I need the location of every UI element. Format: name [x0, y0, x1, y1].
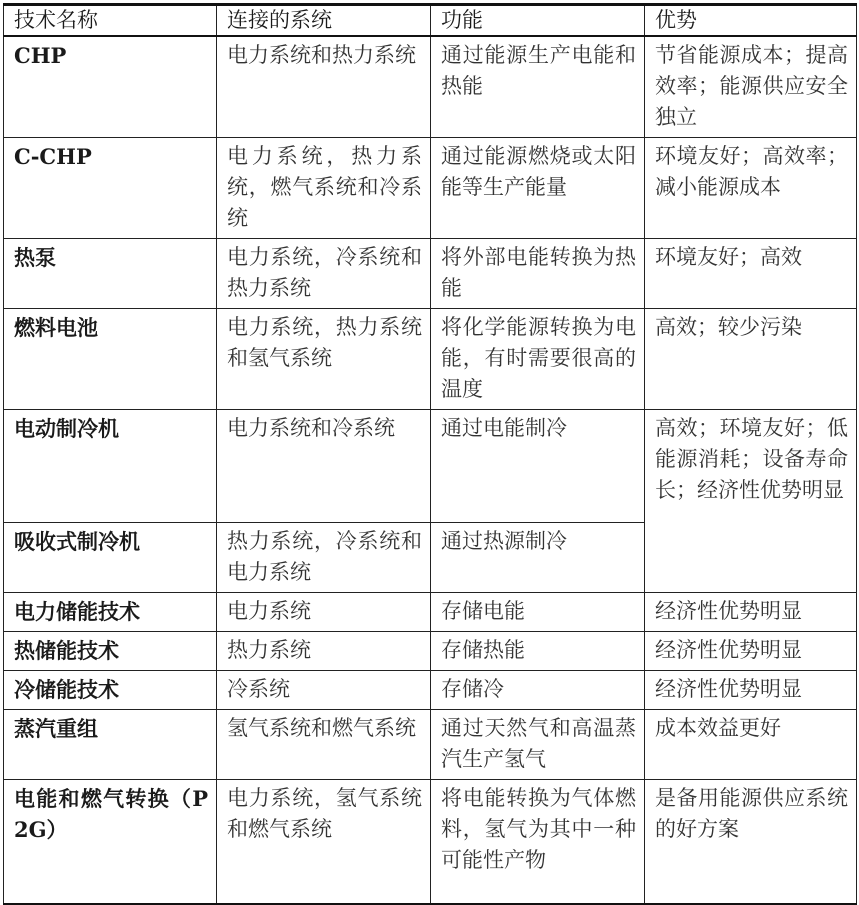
table-header — [4, 5, 857, 37]
cell-tech-name: 热泵 — [4, 239, 217, 309]
table-row — [4, 593, 857, 632]
cell-system: 电力系统 — [217, 593, 431, 632]
cell-tech-name: 冷储能技术 — [4, 671, 217, 710]
table-row — [4, 710, 857, 780]
cell-system: 热力系统，冷系统和电力系统 — [217, 523, 431, 593]
cell-function: 将电能转换为气体燃料，氢气为其中一种可能性产物 — [431, 780, 645, 904]
table-row — [4, 632, 857, 671]
cell-advantage: 节省能源成本；提高效率；能源供应安全独立 — [645, 36, 857, 138]
cell-advantage: 环境友好；高效率；减小能源成本 — [645, 138, 857, 239]
cell-function: 将化学能源转换为电能，有时需要很高的温度 — [431, 309, 645, 410]
cell-system: 热力系统 — [217, 632, 431, 671]
cell-system: 氢气系统和燃气系统 — [217, 710, 431, 780]
cell-function: 通过热源制冷 — [431, 523, 645, 593]
cell-advantage: 成本效益更好 — [645, 710, 857, 780]
cell-system: 电力系统，冷系统和热力系统 — [217, 239, 431, 309]
table-row — [4, 239, 857, 309]
cell-tech-name: 蒸汽重组 — [4, 710, 217, 780]
cell-function: 存储电能 — [431, 593, 645, 632]
cell-tech-name: 电动制冷机 — [4, 410, 217, 523]
cell-system: 电力系统和热力系统 — [217, 36, 431, 138]
cell-function: 通过能源生产电能和热能 — [431, 36, 645, 138]
cell-function: 通过天然气和高温蒸汽生产氢气 — [431, 710, 645, 780]
table-row — [4, 138, 857, 239]
table-row — [4, 309, 857, 410]
table-body — [4, 36, 857, 904]
table-row — [4, 780, 857, 904]
cell-advantage: 环境友好；高效 — [645, 239, 857, 309]
cell-system: 电力系统和冷系统 — [217, 410, 431, 523]
cell-system: 电力系统，氢气系统和燃气系统 — [217, 780, 431, 904]
cell-tech-name: CHP — [4, 36, 217, 138]
table-container — [3, 3, 856, 905]
cell-system: 电力系统，热力系统，燃气系统和冷系统 — [217, 138, 431, 239]
cell-system: 电力系统，热力系统和氢气系统 — [217, 309, 431, 410]
cell-function: 存储热能 — [431, 632, 645, 671]
cell-function: 通过能源燃烧或太阳能等生产能量 — [431, 138, 645, 239]
cell-advantage: 经济性优势明显 — [645, 671, 857, 710]
cell-function: 通过电能制冷 — [431, 410, 645, 523]
cell-advantage: 经济性优势明显 — [645, 593, 857, 632]
table-row — [4, 410, 857, 523]
cell-tech-name: 燃料电池 — [4, 309, 217, 410]
cell-function: 存储冷 — [431, 671, 645, 710]
cell-system: 冷系统 — [217, 671, 431, 710]
table-row — [4, 36, 857, 138]
header-advantage: 优势 — [645, 5, 857, 37]
energy-technology-table — [3, 3, 857, 905]
header-function: 功能 — [431, 5, 645, 37]
table-row — [4, 671, 857, 710]
cell-tech-name: 电能和燃气转换（P2G） — [4, 780, 217, 904]
cell-tech-name: 吸收式制冷机 — [4, 523, 217, 593]
cell-tech-name: 热储能技术 — [4, 632, 217, 671]
cell-advantage-merged: 高效；环境友好；低能源消耗；设备寿命长；经济性优势明显 — [645, 410, 857, 593]
header-connected-system: 连接的系统 — [217, 5, 431, 37]
cell-function: 将外部电能转换为热能 — [431, 239, 645, 309]
cell-advantage: 是备用能源供应系统的好方案 — [645, 780, 857, 904]
header-row — [4, 5, 857, 37]
cell-advantage: 高效；较少污染 — [645, 309, 857, 410]
header-tech-name: 技术名称 — [4, 5, 217, 37]
cell-tech-name: C-CHP — [4, 138, 217, 239]
cell-tech-name: 电力储能技术 — [4, 593, 217, 632]
cell-advantage: 经济性优势明显 — [645, 632, 857, 671]
